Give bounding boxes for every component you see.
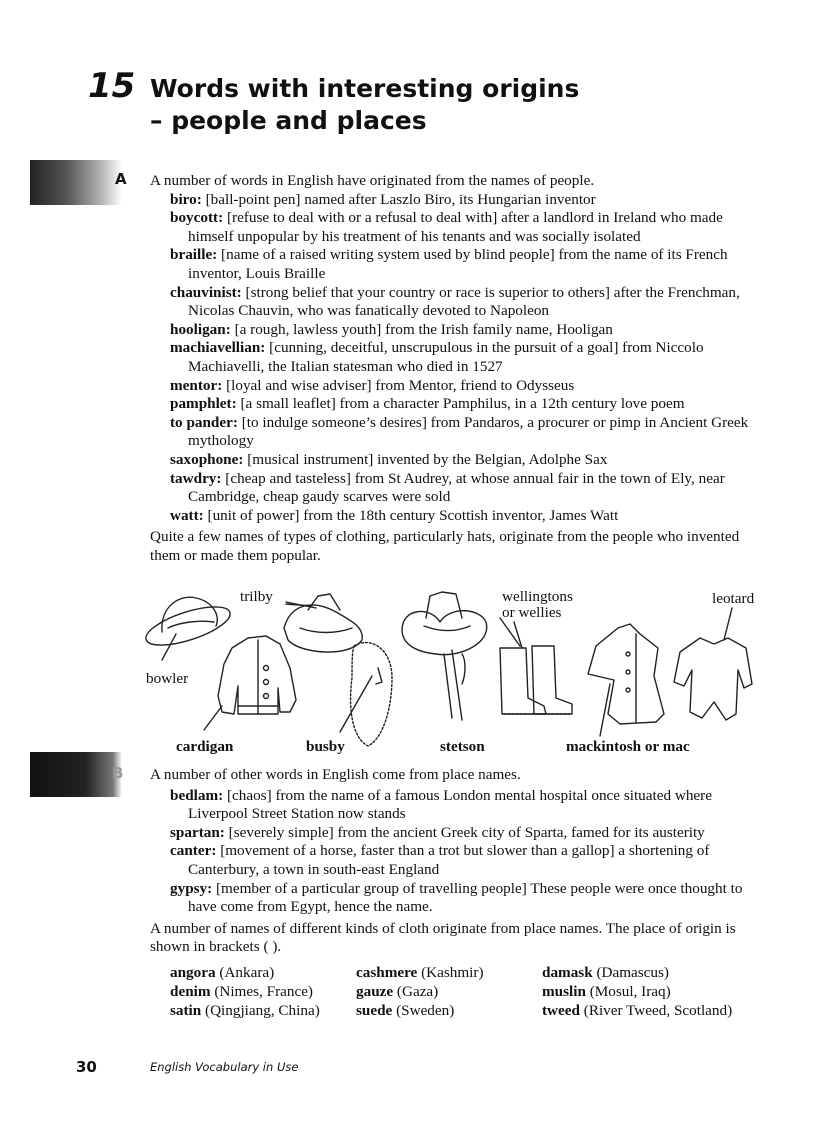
section-a-entries (150, 191, 770, 526)
cloth-place: (Ankara) (219, 963, 275, 981)
entry (170, 191, 770, 210)
cloth-place: (Nimes, France) (214, 982, 313, 1000)
cardigan-drawing (204, 636, 296, 730)
entry-definition: [ball-point pen] named after Laszlo Biro, its Hungarian inventor (205, 190, 596, 208)
label-stetson: stetson (440, 738, 485, 755)
entry-definition: [chaos] from the name of a famous London mental hospital once situated where Liverpool Street Station now stands (188, 786, 712, 823)
cloth-place: (Damascus) (596, 963, 669, 981)
entry-term: saxophone: (170, 450, 244, 468)
entry (170, 395, 770, 414)
entry (170, 284, 770, 321)
entry-term: pamphlet: (170, 395, 237, 413)
page-number: 30 (76, 1058, 97, 1076)
entry (170, 246, 770, 283)
stetson-hat-drawing (402, 592, 487, 655)
entry (170, 339, 770, 376)
section-a-tab (30, 160, 122, 205)
entry-definition: [a rough, lawless youth] from the Irish family name, Hooligan (234, 320, 613, 338)
entry (170, 842, 770, 879)
clothing-drawing (140, 588, 770, 760)
label-trilby: trilby (240, 588, 273, 605)
cloth-item (170, 982, 356, 1001)
cloth-place: (Sweden) (396, 1001, 455, 1019)
cloth-term: angora (170, 963, 216, 981)
cloth-intro: A number of names of different kinds of cloth originate from place names. The place of origin is shown in brackets ( ). (150, 919, 736, 956)
entry-definition: [strong belief that your country or race is superior to others] after the Frenchman, Nicolas Chauvin, who was fanatically devoted to Napoleon (188, 283, 740, 320)
entry (170, 377, 770, 396)
entry (170, 451, 770, 470)
entry-term: boycott: (170, 209, 224, 227)
entry-term: chauvinist: (170, 283, 242, 301)
bowler-hat-drawing (142, 597, 234, 660)
section-b-tab (30, 752, 122, 797)
label-bowler: bowler (146, 670, 189, 687)
mackintosh-drawing (588, 624, 664, 736)
entry (170, 470, 770, 507)
entry-term: gypsy: (170, 879, 213, 897)
cloth-item (356, 1001, 542, 1020)
entry-definition: [name of a raised writing system used by blind people] from the name of its French inventor, Louis Braille (188, 246, 728, 282)
entry-term: braille: (170, 246, 218, 264)
entry (170, 880, 770, 917)
cloth-place: (Qingjiang, China) (205, 1001, 320, 1019)
label-or-wellies: or wellies (502, 604, 562, 621)
book-title: English Vocabulary in Use (150, 1060, 299, 1074)
cloth-item (542, 1001, 772, 1020)
entry-term: biro: (170, 190, 202, 208)
cloth-term: suede (356, 1001, 393, 1019)
section-b-entries (150, 787, 770, 917)
clothing-illustration (140, 588, 770, 760)
entry-term: bedlam: (170, 786, 224, 804)
cloth-item (356, 982, 542, 1001)
cloth-place: (Kashmir) (421, 963, 484, 981)
entry-term: canter: (170, 842, 217, 860)
cloth-term: tweed (542, 1001, 580, 1019)
entry (170, 824, 770, 843)
wellingtons-drawing (500, 622, 572, 714)
entry-definition: [unit of power] from the 18th century Scottish inventor, James Watt (207, 506, 619, 524)
cloth-item (542, 982, 772, 1001)
label-mackintosh: mackintosh or mac (566, 738, 690, 755)
entry (170, 321, 770, 340)
entry-term: to pander: (170, 413, 238, 431)
cloth-list (150, 963, 770, 1020)
cloth-place: (Mosul, Iraq) (589, 982, 671, 1000)
section-a (150, 172, 770, 565)
cloth-term: cashmere (356, 963, 418, 981)
section-b (150, 766, 770, 1020)
cloth-place: (River Tweed, Scotland) (583, 1001, 733, 1019)
entry-term: hooligan: (170, 320, 231, 338)
entry-definition: [to indulge someone’s desires] from Pandaros, a procurer or pimp in Ancient Greek mythology (188, 413, 749, 450)
entry-definition: [refuse to deal with or a refusal to deal with] after a landlord in Ireland who made himself unpopular by his treatment of his tenants and was socially isolated (188, 209, 723, 245)
entry-definition: [musical instrument] invented by the Belgian, Adolphe Sax (247, 450, 608, 468)
cloth-term: gauze (356, 982, 394, 1000)
section-a-letter: A (115, 170, 127, 188)
label-wellingtons: wellingtons (502, 588, 573, 605)
entry-definition: [movement of a horse, faster than a trot but slower than a gallop] a shortening of Canterbury, a town in south-east England (188, 842, 710, 878)
cloth-item (170, 963, 356, 982)
section-b-letter: B (112, 764, 124, 782)
entry-definition: [cunning, deceitful, unscrupulous in the pursuit of a goal] from Niccolo Machiavelli, the Italian statesman who died in 1527 (188, 339, 704, 375)
entry-term: mentor: (170, 376, 223, 394)
entry (170, 507, 770, 526)
entry-term: machiavellian: (170, 339, 266, 357)
cloth-term: damask (542, 963, 593, 981)
label-cardigan: cardigan (176, 738, 234, 755)
unit-title (150, 73, 579, 137)
busby-drawing (340, 643, 392, 746)
entry-definition: [loyal and wise adviser] from Mentor, friend to Odysseus (226, 376, 575, 394)
label-busby: busby (306, 738, 345, 755)
entry-term: watt: (170, 506, 204, 524)
label-leotard: leotard (712, 590, 755, 607)
cloth-item (170, 1001, 356, 1020)
cloth-term: muslin (542, 982, 586, 1000)
stetson-strings-drawing (444, 650, 465, 720)
unit-number: 15 (88, 66, 136, 106)
cloth-term: denim (170, 982, 211, 1000)
entry (170, 209, 770, 246)
entry-definition: [member of a particular group of travelling people] These people were once thought to have come from Egypt, hence the name. (188, 879, 743, 916)
cloth-term: satin (170, 1001, 202, 1019)
cloth-item (542, 963, 772, 982)
entry-definition: [cheap and tasteless] from St Audrey, at whose annual fair in the town of Ely, near Cambridge, cheap gaudy scarves were sold (188, 469, 725, 506)
trilby-hat-drawing (284, 594, 362, 652)
unit-title-line-2: – people and places (150, 106, 427, 135)
clothing-intro: Quite a few names of types of clothing, particularly hats, originate from the people who invented them or made them popular. (150, 528, 740, 564)
unit-title-line-1: Words with interesting origins (150, 74, 580, 103)
entry-term: tawdry: (170, 469, 222, 487)
cloth-item (356, 963, 542, 982)
entry-definition: [a small leaflet] from a character Pamphilus, in a 12th century love poem (240, 395, 685, 413)
leotard-drawing (674, 608, 752, 720)
entry (170, 787, 770, 824)
entry-term: spartan: (170, 823, 225, 841)
section-b-intro: A number of other words in English come from place names. (150, 766, 521, 783)
entry (170, 414, 770, 451)
entry-definition: [severely simple] from the ancient Greek city of Sparta, famed for its austerity (228, 823, 705, 841)
section-a-intro: A number of words in English have originated from the names of people. (150, 172, 595, 189)
cloth-place: (Gaza) (396, 982, 439, 1000)
